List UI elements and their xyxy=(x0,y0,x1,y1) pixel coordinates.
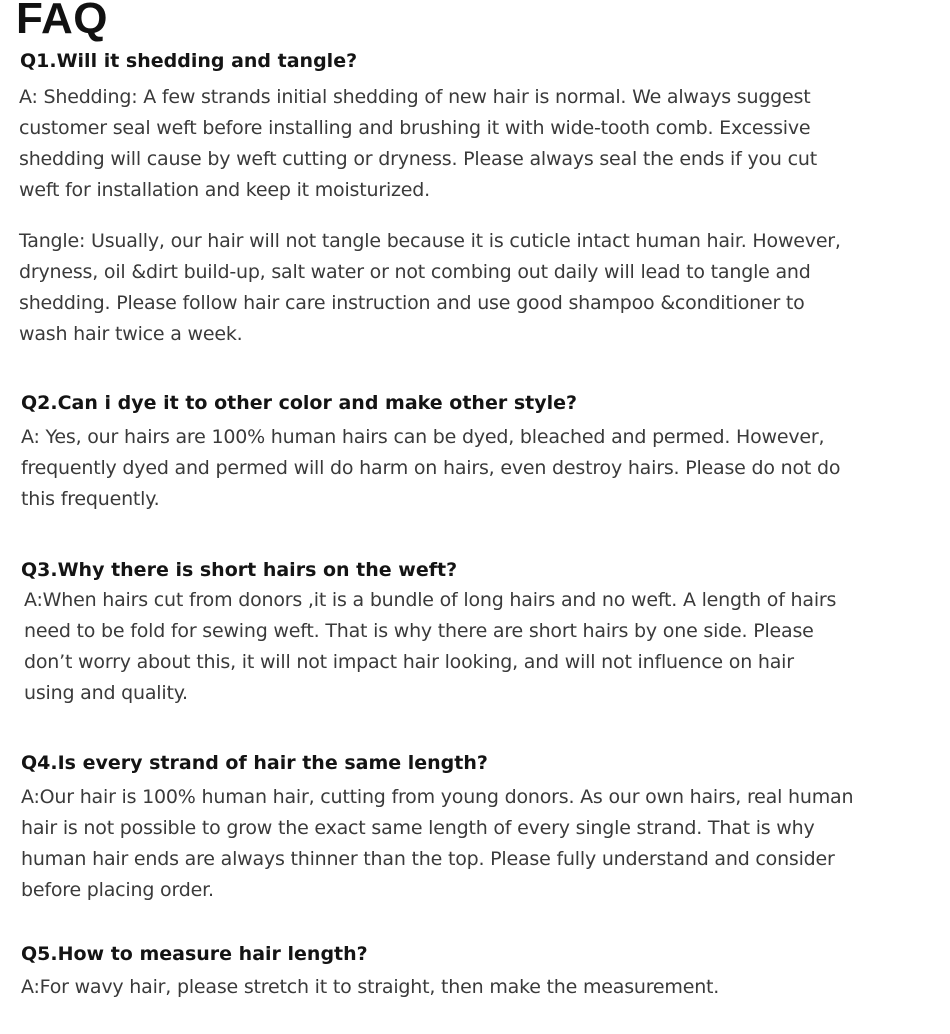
answer-line: weft for installation and keep it moisturized. xyxy=(19,179,430,201)
faq-question-1: Q1.Will it shedding and tangle? xyxy=(20,50,358,72)
answer-line: using and quality. xyxy=(24,682,188,704)
answer-line: shedding will cause by weft cutting or dryness. Please always seal the ends if you cut xyxy=(19,148,817,170)
faq-answer-4 xyxy=(21,782,853,906)
answer-line: A:For wavy hair, please stretch it to straight, then make the measurement. xyxy=(21,976,720,998)
faq-answer-1-tangle xyxy=(19,226,841,350)
faq-question-2: Q2.Can i dye it to other color and make other style? xyxy=(21,392,578,414)
answer-line: frequently dyed and permed will do harm on hairs, even destroy hairs. Please do not do xyxy=(21,457,841,479)
answer-line: customer seal weft before installing and brushing it with wide-tooth comb. Excessive xyxy=(19,117,811,139)
answer-line: shedding. Please follow hair care instruction and use good shampoo &conditioner to xyxy=(19,292,805,314)
answer-line: A: Shedding: A few strands initial shedding of new hair is normal. We always suggest xyxy=(19,86,811,108)
answer-line: before placing order. xyxy=(21,879,214,901)
answer-line: hair is not possible to grow the exact same length of every single strand. That is why xyxy=(21,817,815,839)
answer-line: A: Yes, our hairs are 100% human hairs can be dyed, bleached and permed. However, xyxy=(21,426,825,448)
faq-question-4: Q4.Is every strand of hair the same length? xyxy=(21,752,488,774)
answer-line: need to be fold for sewing weft. That is why there are short hairs by one side. Please xyxy=(24,620,814,642)
page-title: FAQ xyxy=(16,0,108,43)
faq-answer-2 xyxy=(21,422,840,515)
answer-line: wash hair twice a week. xyxy=(19,323,243,345)
faq-question-3: Q3.Why there is short hairs on the weft? xyxy=(21,559,458,581)
faq-answer-1-shedding xyxy=(19,82,817,206)
answer-line: this frequently. xyxy=(21,488,160,510)
answer-line: Tangle: Usually, our hair will not tangle because it is cuticle intact human hair. However, xyxy=(19,230,841,252)
faq-question-5: Q5.How to measure hair length? xyxy=(21,943,368,965)
answer-line: A:Our hair is 100% human hair, cutting from young donors. As our own hairs, real human xyxy=(21,786,854,808)
answer-line: A:When hairs cut from donors ,it is a bundle of long hairs and no weft. A length of hairs xyxy=(24,589,837,611)
faq-answer-5 xyxy=(21,972,719,1003)
faq-answer-3 xyxy=(24,585,836,709)
answer-line: don’t worry about this, it will not impact hair looking, and will not influence on hair xyxy=(24,651,794,673)
answer-line: dryness, oil &dirt build-up, salt water or not combing out daily will lead to tangle and xyxy=(19,261,811,283)
answer-line: human hair ends are always thinner than the top. Please fully understand and consider xyxy=(21,848,835,870)
